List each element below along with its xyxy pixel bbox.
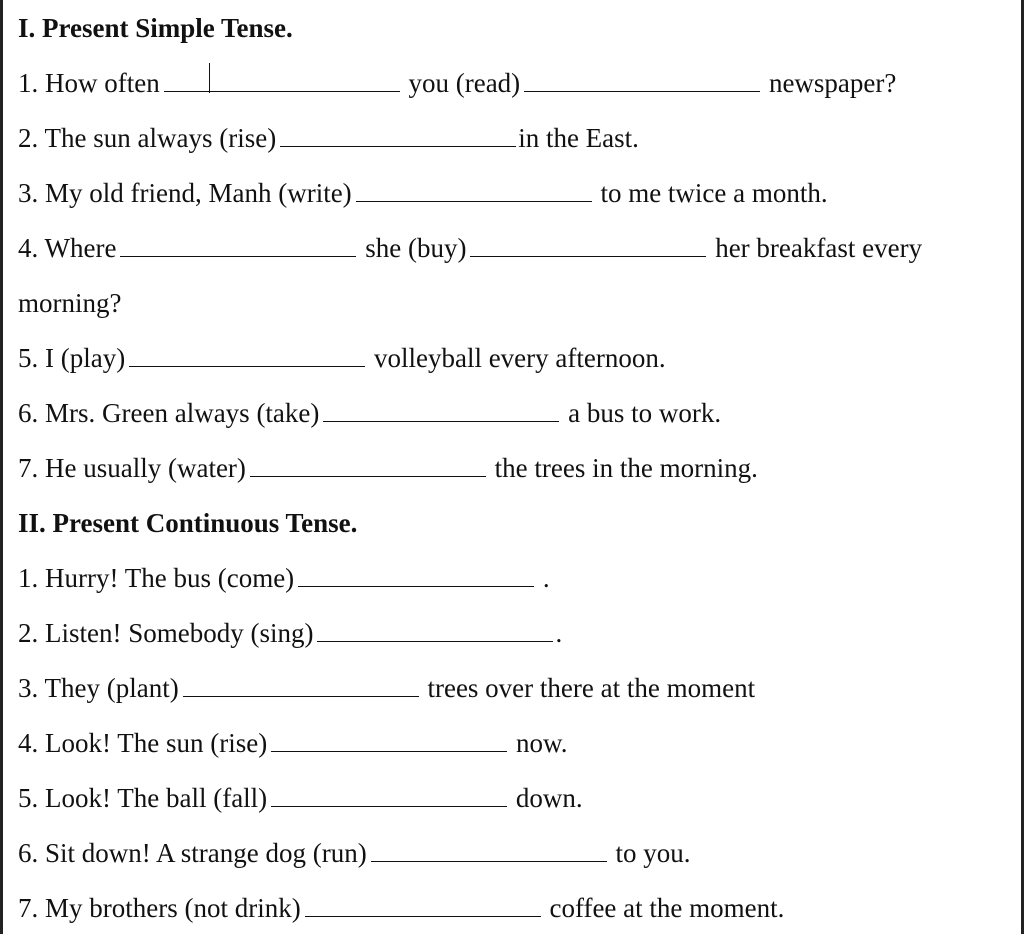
exercise-item	[18, 888, 1018, 943]
item-text: trees over there at the moment	[427, 673, 756, 703]
item-text: 2. The sun always (rise)	[18, 123, 277, 153]
answer-blank[interactable]	[323, 397, 559, 422]
exercise-item	[18, 118, 1018, 173]
item-text: the trees in the morning.	[494, 453, 758, 483]
item-text: to me twice a month.	[600, 178, 828, 208]
section-heading-present-continuous: II. Present Continuous Tense.	[18, 508, 358, 538]
answer-blank[interactable]	[470, 232, 706, 257]
answer-blank[interactable]	[250, 452, 486, 477]
exercise-item	[18, 173, 1018, 228]
exercise-item	[18, 338, 1018, 393]
item-text: newspaper?	[768, 68, 897, 98]
exercise-item	[18, 448, 1018, 503]
item-text: 1. Hurry! The bus (come)	[18, 563, 295, 593]
exercise-item	[18, 833, 1018, 888]
item-text: 6. Mrs. Green always (take)	[18, 398, 320, 428]
item-text: 1. How often	[18, 68, 160, 98]
item-text: down.	[515, 783, 583, 813]
item-text: .	[542, 563, 550, 593]
answer-blank[interactable]	[129, 342, 365, 367]
item-text: her breakfast every	[715, 233, 923, 263]
item-text: 6. Sit down! A strange dog (run)	[18, 838, 367, 868]
item-text: 7. My brothers (not drink)	[18, 893, 301, 923]
item-text: 7. He usually (water)	[18, 453, 246, 483]
item-text: 5. I (play)	[18, 343, 126, 373]
item-text: coffee at the moment.	[549, 893, 785, 923]
answer-blank[interactable]	[120, 232, 356, 257]
answer-blank[interactable]	[371, 837, 607, 862]
answer-blank[interactable]	[271, 782, 507, 807]
exercise-item	[18, 778, 1018, 833]
exercise-item	[18, 228, 1018, 283]
item-text: 3. My old friend, Manh (write)	[18, 178, 352, 208]
item-text: in the East.	[518, 123, 639, 153]
exercise-item	[18, 668, 1018, 723]
exercise-item	[18, 558, 1018, 613]
answer-blank[interactable]	[164, 67, 400, 92]
answer-blank[interactable]	[317, 617, 553, 642]
item-text: she (buy)	[365, 233, 467, 263]
item-text: to you.	[615, 838, 691, 868]
item-text: 3. They (plant)	[18, 673, 179, 703]
item-text: 2. Listen! Somebody (sing)	[18, 618, 314, 648]
exercise-item	[18, 393, 1018, 448]
item-text: 5. Look! The ball (fall)	[18, 783, 268, 813]
item-text: 4. Where	[18, 233, 117, 263]
answer-blank[interactable]	[298, 562, 534, 587]
answer-blank[interactable]	[183, 672, 419, 697]
item-text: .	[555, 618, 563, 648]
text-cursor	[209, 63, 211, 93]
exercise-item-continuation: morning?	[18, 288, 122, 318]
section-heading-present-simple: I. Present Simple Tense.	[18, 13, 293, 43]
exercise-item	[18, 613, 1018, 668]
item-text: you (read)	[408, 68, 521, 98]
exercise-item	[18, 723, 1018, 778]
answer-blank[interactable]	[356, 177, 592, 202]
answer-blank[interactable]	[524, 67, 760, 92]
item-text: volleyball every afternoon.	[373, 343, 666, 373]
item-text: a bus to work.	[568, 398, 722, 428]
answer-blank[interactable]	[280, 122, 516, 147]
answer-blank[interactable]	[305, 892, 541, 917]
item-text: now.	[515, 728, 568, 758]
worksheet	[18, 8, 1018, 943]
answer-blank[interactable]	[271, 727, 507, 752]
exercise-item	[18, 63, 1018, 118]
item-text: 4. Look! The sun (rise)	[18, 728, 268, 758]
